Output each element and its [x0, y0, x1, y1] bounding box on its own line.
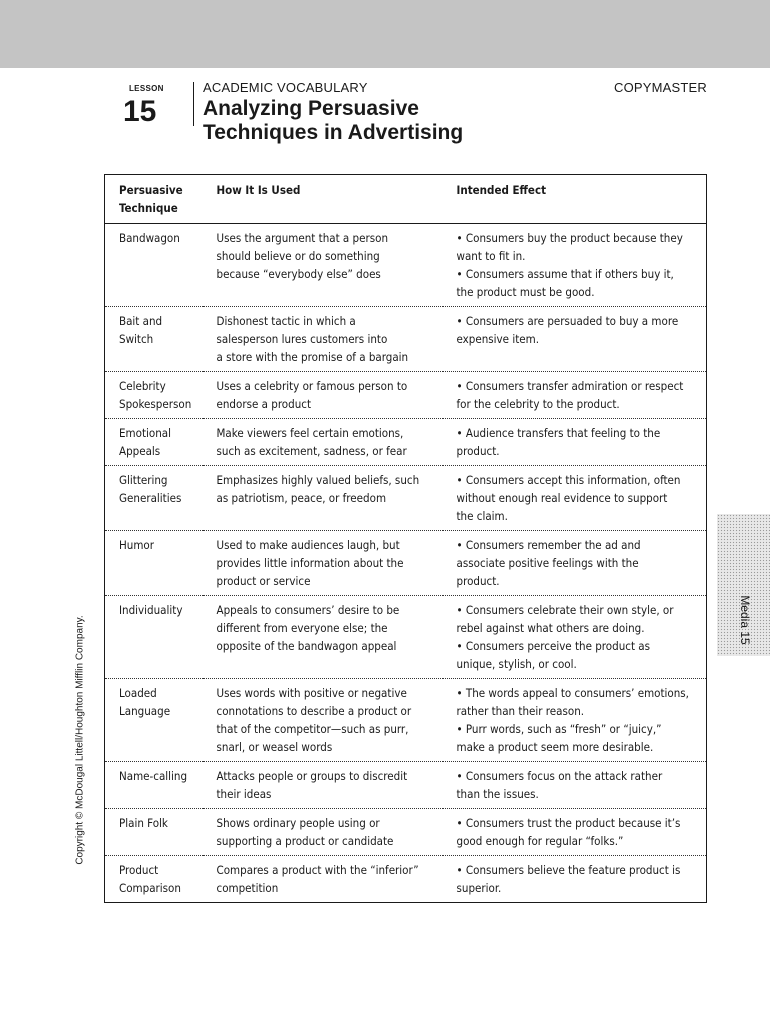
how-used-cell-line: because “everybody else” does: [216, 267, 381, 281]
how-used-cell-line: Uses words with positive or negative: [216, 686, 407, 700]
techniques-table: [104, 174, 707, 903]
effect-cell-line: • Consumers celebrate their own style, or: [456, 603, 674, 617]
table-row: [105, 224, 707, 307]
header-effect: Intended Effect: [456, 183, 547, 197]
effect-cell-line: the product must be good.: [456, 285, 595, 299]
how-used-cell: [203, 372, 443, 419]
how-used-cell-line: Dishonest tactic in which a: [216, 314, 356, 328]
effect-cell-line: without enough real evidence to support: [456, 491, 668, 505]
how-used-cell-line: competition: [216, 881, 279, 895]
how-used-cell: [203, 419, 443, 466]
section-label: ACADEMIC VOCABULARY: [203, 80, 368, 95]
technique-cell-line: Product: [119, 863, 159, 877]
effect-cell-line: • Consumers focus on the attack rather: [456, 769, 663, 783]
effect-cell-line: • Consumers remember the ad and: [456, 538, 641, 552]
effect-cell: [443, 419, 707, 466]
table-row: [105, 809, 707, 856]
how-used-cell-line: Uses a celebrity or famous person to: [216, 379, 408, 393]
title-line-2: Techniques in Advertising: [203, 121, 464, 144]
effect-cell: [443, 466, 707, 531]
effect-cell-line: unique, stylish, or cool.: [456, 657, 577, 671]
technique-cell: [105, 531, 203, 596]
copymaster-label: COPYMASTER: [613, 80, 707, 95]
table-row: [105, 531, 707, 596]
technique-cell: [105, 679, 203, 762]
effect-cell: [443, 531, 707, 596]
table-header-row: [105, 175, 707, 224]
technique-cell-line: Glittering: [119, 473, 168, 487]
technique-cell-line: Bandwagon: [119, 231, 180, 245]
how-used-cell-line: connotations to describe a product or: [216, 704, 412, 718]
effect-cell: [443, 679, 707, 762]
effect-cell-line: • The words appeal to consumers’ emotions,: [456, 686, 689, 700]
how-used-cell-line: Used to make audiences laugh, but: [216, 538, 400, 552]
how-used-cell: [203, 762, 443, 809]
effect-cell-line: • Consumers assume that if others buy it,: [456, 267, 674, 281]
effect-cell-line: good enough for regular “folks.”: [456, 834, 624, 848]
title-line-1: Analyzing Persuasive: [203, 97, 419, 120]
how-used-cell-line: Make viewers feel certain emotions,: [216, 426, 404, 440]
effect-cell-line: • Consumers accept this information, often: [456, 473, 681, 487]
technique-cell-line: Switch: [119, 332, 154, 346]
effect-cell-line: associate positive feelings with the: [456, 556, 639, 570]
how-used-cell-line: their ideas: [216, 787, 272, 801]
how-used-cell-line: snarl, or weasel words: [216, 740, 333, 754]
technique-cell: [105, 372, 203, 419]
effect-cell: [443, 596, 707, 679]
effect-cell-line: • Consumers transfer admiration or respect: [456, 379, 684, 393]
table-row: [105, 466, 707, 531]
header-technique-line: Persuasive: [119, 183, 183, 197]
effect-cell: [443, 307, 707, 372]
technique-cell-line: Loaded: [119, 686, 157, 700]
how-used-cell-line: supporting a product or candidate: [216, 834, 394, 848]
how-used-cell-line: Attacks people or groups to discredit: [216, 769, 408, 783]
page-title: [203, 97, 463, 145]
how-used-cell-line: a store with the promise of a bargain: [216, 350, 409, 364]
technique-cell-line: Generalities: [119, 491, 182, 505]
how-used-cell-line: Appeals to consumers’ desire to be: [216, 603, 400, 617]
how-used-cell: [203, 224, 443, 307]
technique-cell-line: Language: [119, 704, 171, 718]
how-used-cell-line: such as excitement, sadness, or fear: [216, 444, 407, 458]
how-used-cell-line: different from everyone else; the: [216, 621, 388, 635]
how-used-cell: [203, 809, 443, 856]
effect-cell: [443, 856, 707, 903]
effect-cell-line: the claim.: [456, 509, 508, 523]
table-row: [105, 762, 707, 809]
how-used-cell-line: endorse a product: [216, 397, 312, 411]
effect-cell-line: expensive item.: [456, 332, 539, 346]
top-gray-band: [0, 0, 770, 68]
technique-cell-line: Appeals: [119, 444, 161, 458]
how-used-cell-line: Compares a product with the “inferior”: [216, 863, 419, 877]
effect-cell: [443, 224, 707, 307]
effect-cell-line: make a product seem more desirable.: [456, 740, 654, 754]
effect-cell-line: than the issues.: [456, 787, 539, 801]
table-row: [105, 679, 707, 762]
how-used-cell-line: salesperson lures customers into: [216, 332, 388, 346]
effect-cell-line: • Audience transfers that feeling to the: [456, 426, 661, 440]
technique-cell: [105, 307, 203, 372]
effect-cell-line: want to fit in.: [456, 249, 526, 263]
table-row: [105, 372, 707, 419]
technique-cell: [105, 466, 203, 531]
how-used-cell: [203, 307, 443, 372]
effect-cell-line: • Consumers perceive the product as: [456, 639, 651, 653]
effect-cell-line: rebel against what others are doing.: [456, 621, 645, 635]
effect-cell-line: superior.: [456, 881, 502, 895]
how-used-cell-line: Emphasizes highly valued beliefs, such: [216, 473, 420, 487]
technique-cell-line: Celebrity: [119, 379, 166, 393]
how-used-cell-line: as patriotism, peace, or freedom: [216, 491, 387, 505]
how-used-cell: [203, 856, 443, 903]
effect-cell-line: • Purr words, such as “fresh” or “juicy,”: [456, 722, 662, 736]
table-row: [105, 419, 707, 466]
effect-cell-line: • Consumers trust the product because it’s: [456, 816, 681, 830]
how-used-cell-line: provides little information about the: [216, 556, 404, 570]
lesson-number: 15: [123, 95, 157, 128]
how-used-cell-line: Shows ordinary people using or: [216, 816, 380, 830]
table-row: [105, 856, 707, 903]
header-technique-line: Technique: [119, 201, 178, 215]
technique-cell: [105, 419, 203, 466]
how-used-cell-line: should believe or do something: [216, 249, 380, 263]
effect-cell-line: • Consumers believe the feature product is: [456, 863, 681, 877]
header-divider: [193, 82, 194, 126]
effect-cell-line: rather than their reason.: [456, 704, 585, 718]
effect-cell-line: product.: [456, 574, 500, 588]
technique-cell: [105, 224, 203, 307]
table-body: [105, 224, 707, 903]
header-how-used: How It Is Used: [216, 183, 301, 197]
technique-cell: [105, 596, 203, 679]
effect-cell: [443, 809, 707, 856]
side-tab-label: Media 15: [738, 595, 752, 645]
effect-cell: [443, 762, 707, 809]
copyright-notice: Copyright © McDougal Littell/Houghton Mifflin Company.: [74, 615, 86, 865]
technique-cell: [105, 809, 203, 856]
how-used-cell: [203, 531, 443, 596]
how-used-cell-line: product or service: [216, 574, 311, 588]
technique-cell-line: Name-calling: [119, 769, 188, 783]
technique-cell-line: Plain Folk: [119, 816, 168, 830]
technique-cell-line: Emotional: [119, 426, 171, 440]
how-used-cell-line: that of the competitor—such as purr,: [216, 722, 409, 736]
header-technique: [105, 175, 203, 224]
technique-cell: [105, 856, 203, 903]
technique-cell-line: Comparison: [119, 881, 181, 895]
technique-cell-line: Humor: [119, 538, 154, 552]
technique-cell: [105, 762, 203, 809]
technique-cell-line: Individuality: [119, 603, 183, 617]
technique-cell-line: Spokesperson: [119, 397, 192, 411]
effect-cell-line: for the celebrity to the product.: [456, 397, 620, 411]
how-used-cell-line: Uses the argument that a person: [216, 231, 389, 245]
lesson-label: LESSON: [129, 84, 164, 93]
table-row: [105, 596, 707, 679]
effect-cell-line: product.: [456, 444, 500, 458]
how-used-cell: [203, 679, 443, 762]
technique-cell-line: Bait and: [119, 314, 163, 328]
effect-cell-line: • Consumers buy the product because they: [456, 231, 683, 245]
how-used-cell: [203, 596, 443, 679]
how-used-cell-line: opposite of the bandwagon appeal: [216, 639, 397, 653]
effect-cell: [443, 372, 707, 419]
effect-cell-line: • Consumers are persuaded to buy a more: [456, 314, 679, 328]
how-used-cell: [203, 466, 443, 531]
table-row: [105, 307, 707, 372]
